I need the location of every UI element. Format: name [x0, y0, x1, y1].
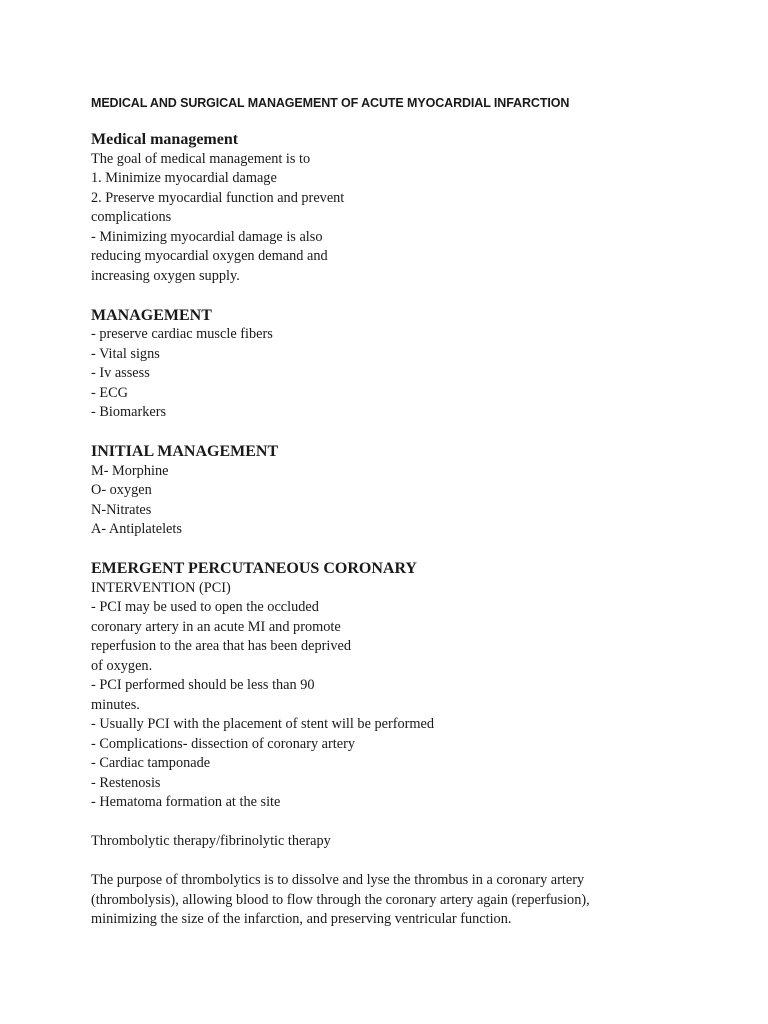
- text-line: 1. Minimize myocardial damage: [91, 170, 277, 186]
- heading-initial-management: INITIAL MANAGEMENT: [91, 443, 279, 460]
- heading-medical-management: Medical management: [91, 131, 239, 148]
- heading-management: MANAGEMENT: [91, 306, 212, 324]
- list-item: M- Morphine: [91, 462, 169, 479]
- text-line: minutes.: [91, 696, 140, 713]
- text-line: - PCI may be used to open the occluded: [91, 599, 319, 615]
- list-item: - Iv assess: [91, 365, 150, 381]
- paragraph-line: minimizing the size of the infarction, and preserving ventricular function.: [91, 911, 512, 927]
- text-line: of oxygen.: [91, 657, 153, 674]
- text-line: INTERVENTION (PCI): [91, 579, 231, 596]
- document-page: [91, 96, 731, 930]
- section-medical-management: [91, 150, 731, 287]
- spacer: [91, 852, 731, 872]
- text-line: The goal of medical management is to: [91, 150, 311, 167]
- text-line: - Usually PCI with the placement of stent will be performed: [91, 716, 435, 732]
- list-item: - ECG: [91, 384, 128, 401]
- paragraph-thrombolytic-purpose: [91, 871, 590, 930]
- text-line: - Hematoma formation at the site: [91, 794, 281, 810]
- list-item: O- oxygen: [91, 482, 152, 498]
- text-line: - Restenosis: [91, 774, 161, 791]
- text-line: increasing oxygen supply.: [91, 267, 240, 284]
- spacer: [91, 540, 731, 560]
- list-item: - Vital signs: [91, 345, 160, 362]
- text-line: reperfusion to the area that has been deprived: [91, 638, 352, 654]
- text-line: coronary artery in an acute MI and promote: [91, 618, 341, 635]
- list-item: - preserve cardiac muscle fibers: [91, 326, 273, 342]
- heading-thrombolytic-therapy: Thrombolytic therapy/fibrinolytic therapy: [91, 833, 331, 849]
- spacer: [91, 286, 731, 306]
- section-management: [91, 325, 731, 423]
- list-item: N-Nitrates: [91, 501, 152, 518]
- text-line: complications: [91, 209, 172, 225]
- text-line: - Complications- dissection of coronary artery: [91, 735, 356, 752]
- spacer: [91, 813, 731, 833]
- paragraph-line: (thrombolysis), allowing blood to flow through the coronary artery again (reperfusion),: [91, 891, 590, 908]
- list-item: - Biomarkers: [91, 404, 167, 420]
- document-title: MEDICAL AND SURGICAL MANAGEMENT OF ACUTE MYOCARDIAL INFARCTION: [91, 96, 570, 110]
- paragraph-line: The purpose of thrombolytics is to dissolve and lyse the thrombus in a coronary artery: [91, 872, 585, 888]
- text-line: reducing myocardial oxygen demand and: [91, 248, 328, 264]
- spacer: [91, 423, 731, 443]
- text-line: 2. Preserve myocardial function and prevent: [91, 189, 345, 206]
- list-item: A- Antiplatelets: [91, 521, 182, 537]
- text-line: - PCI performed should be less than 90: [91, 677, 315, 693]
- heading-pci: EMERGENT PERCUTANEOUS CORONARY: [91, 560, 417, 577]
- text-line: - Minimizing myocardial damage is also: [91, 228, 323, 245]
- section-pci: [91, 579, 731, 813]
- text-line: - Cardiac tamponade: [91, 755, 211, 771]
- section-initial-management: [91, 462, 731, 540]
